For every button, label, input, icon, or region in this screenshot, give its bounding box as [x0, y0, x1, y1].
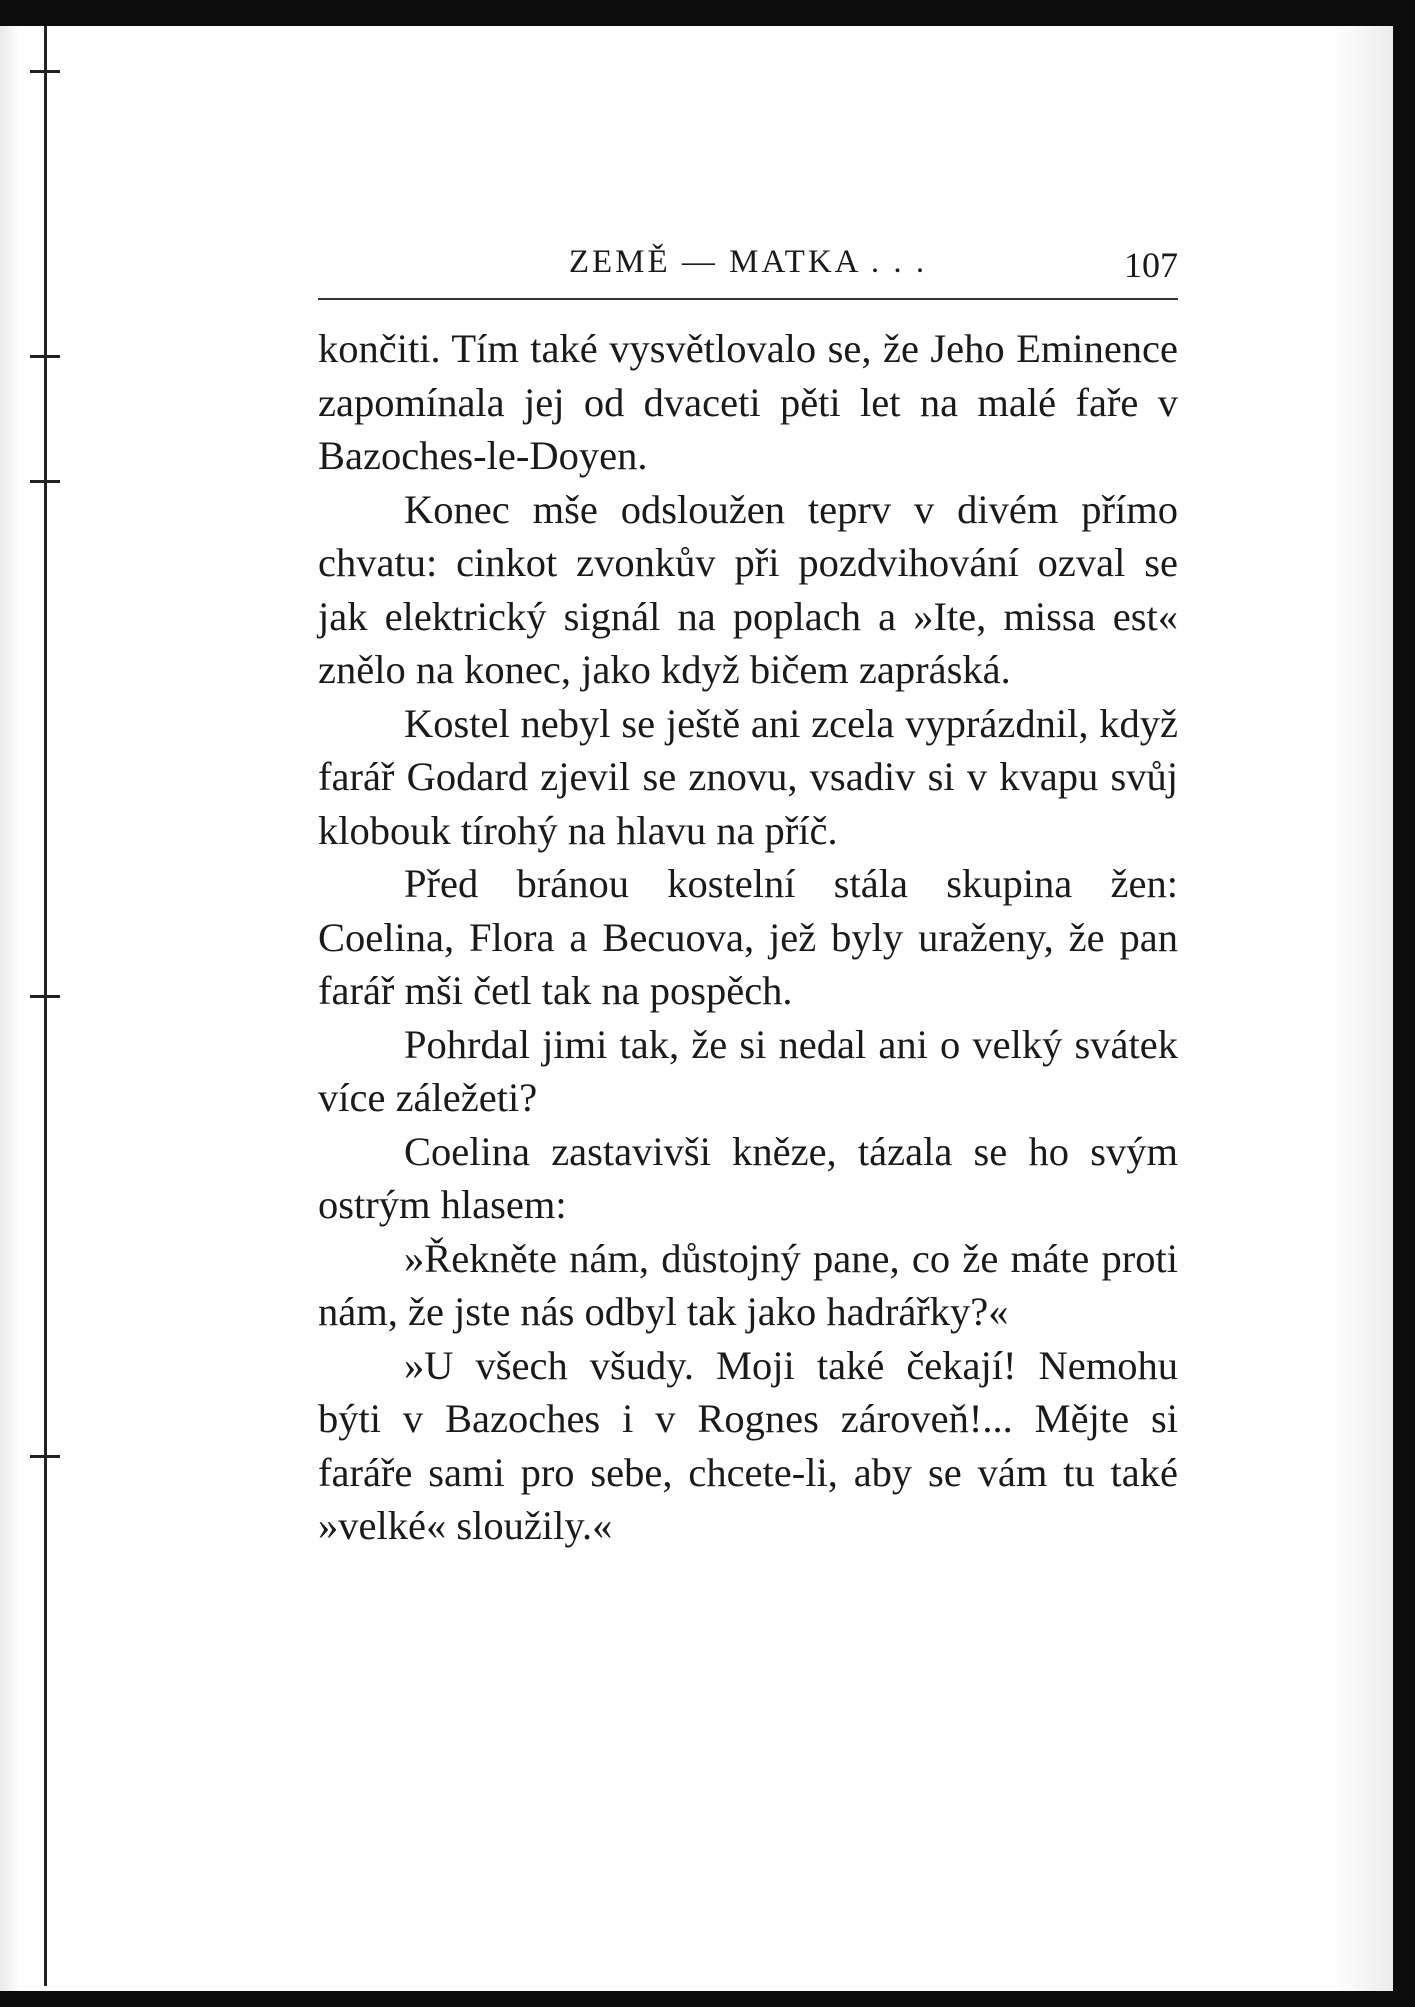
binding-mark [30, 1455, 60, 1458]
paragraph: »U všech všudy. Moji také čekají! Nemohu býti v Bazoches i v Rognes zároveň!... Mějte si faráře sami pro sebe, chcete-li, aby se vám tu také »velké« sloužily.« [318, 1342, 1178, 1548]
scan-frame-bottom [0, 1991, 1415, 2007]
scan-frame-right [1393, 0, 1415, 2007]
paragraph: »Řekněte nám, důstojný pane, co že máte proti nám, že jste nás odbyl tak jako hadrářky?« [318, 1235, 1178, 1334]
paragraph: Coelina zastavivši kněze, tázala se ho svým ostrým hlasem: [318, 1128, 1178, 1227]
scan-frame-top [0, 0, 1415, 26]
binding-mark [30, 480, 60, 483]
book-page [318, 240, 1178, 1553]
binding-mark [30, 70, 60, 73]
paragraph: Před bránou kostelní stála skupina žen: Coelina, Flora a Becuova, jež byly uraženy, že pan farář mši četl tak na pospěch. [318, 861, 1178, 1013]
scan-left-shadow [0, 0, 20, 2007]
text-body [318, 322, 1178, 1553]
binding-edge [44, 26, 47, 1986]
paragraph: Konec mše odsloužen teprv v divém přímo chvatu: cinkot zvonkův při pozdvihování ozval se jak elektrický signál na poplach a »Ite, missa est« znělo na konec, jako když bičem zapráská. [318, 486, 1178, 692]
paragraph: Pohrdal jimi tak, že si nedal ani o velký svátek více záležeti? [318, 1021, 1178, 1120]
page-number: 107 [1124, 245, 1178, 285]
paragraph: Kostel nebyl se ještě ani zcela vyprázdnil, když farář Godard zjevil se znovu, vsadiv si v kvapu svůj klobouk tírohý na hlavu na příč. [318, 700, 1178, 853]
running-head-title: ZEMĚ — MATKA . . . [568, 244, 928, 280]
binding-mark [30, 355, 60, 358]
scan-right-shade [1333, 26, 1393, 1991]
running-head [318, 240, 1178, 300]
paragraph: končiti. Tím také vysvětlovalo se, že Jeho Eminence zapomínala jej od dvaceti pěti let na malé faře v Bazoches-le-Doyen. [318, 326, 1178, 478]
binding-mark [30, 995, 60, 998]
running-head-rule [318, 298, 1178, 300]
